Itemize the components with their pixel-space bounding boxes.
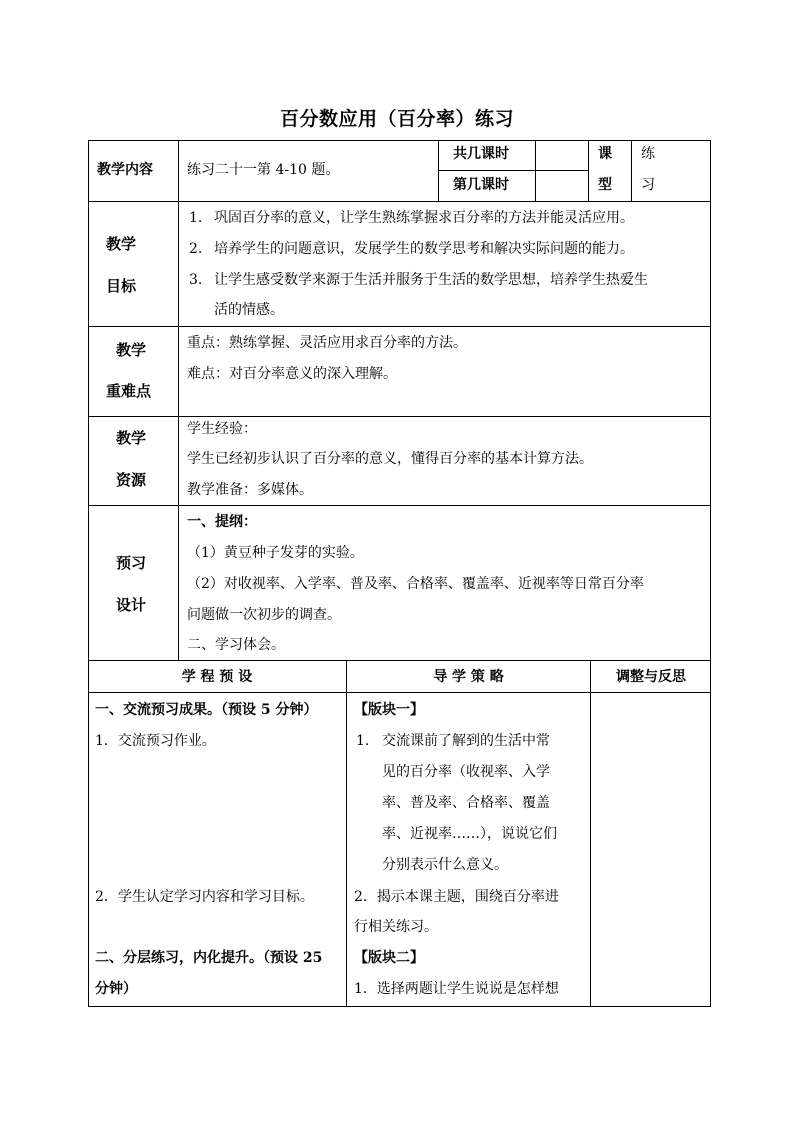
section-2-title-a: 二、分层练习，内化提升。（预设 25 [95,950,323,966]
key-difficulty: 难点：对百分率意义的深入理解。 [187,366,397,382]
strategy-1-line-2: 见的百分率（收视率、入学 [382,764,550,780]
resources-line-1: 学生经验： [187,421,257,437]
goal-3-number: 3. [189,272,203,288]
lesson-number-label: 第几课时 [453,177,509,193]
type-value-1: 练 [641,146,655,162]
strategy-1-line-4: 率、近视率……），说说它们 [382,826,557,842]
key-points-label-2: 重难点 [106,382,152,400]
preview-label-1: 预习 [116,554,147,572]
type-label-2: 型 [598,177,612,193]
section-1-item-1: 1．交流预习作业。 [95,733,216,749]
strategy-2-line-b: 行相关练习。 [354,919,438,935]
goal-2-text: 培养学生的问题意识，发展学生的数学思考和解决实际问题的能力。 [214,241,634,257]
section-1-title: 一、交流预习成果。（预设 5 分钟） [95,702,318,718]
content-value: 练习二十一第 4-10 题。 [187,162,340,178]
resources-line-3: 教学准备：多媒体。 [187,482,313,498]
strategy-1-line-5: 分别表示什么意义。 [382,857,508,873]
goals-label-1: 教学 [106,235,137,253]
section-2-title-b: 分钟） [95,981,137,997]
col-header-strategy: 导 学 策 略 [433,669,504,685]
key-points-label-1: 教学 [116,341,147,359]
col-header-process: 学 程 预 设 [181,669,253,685]
goal-3-text: 让学生感受数学来源于生活并服务于生活的数学思想，培养学生热爱生 [214,272,648,288]
total-lessons-label: 共几课时 [453,146,509,162]
col-header-reflection: 调整与反思 [616,669,686,685]
block-2-label: 【版块二】 [354,950,424,966]
resources-line-2: 学生已经初步认识了百分率的意义，懂得百分率的基本计算方法。 [187,451,593,467]
preview-item-2b: 问题做一次初步的调查。 [187,607,341,623]
strategy-1-line-3: 率、普及率、合格率、覆盖 [382,795,550,811]
resources-label-1: 教学 [116,429,147,447]
preview-item-3: 二、学习体会。 [187,637,285,653]
type-label-1: 课 [598,146,612,162]
goals-label-2: 目标 [106,277,137,295]
strategy-1-line-1: 交流课前了解到的生活中常 [382,733,550,749]
preview-item-1: （1）黄豆种子发芽的实验。 [187,545,364,561]
type-value-2: 习 [641,177,655,193]
key-focus: 重点：熟练掌握、灵活应用求百分率的方法。 [187,335,467,351]
preview-item-2a: （2）对收视率、入学率、普及率、合格率、覆盖率、近视率等日常百分率 [187,576,644,592]
block-1-label: 【版块一】 [354,702,424,718]
preview-label-2: 设计 [116,596,147,614]
goal-1-text: 巩固百分率的意义，让学生熟练掌握求百分率的方法并能灵活应用。 [214,210,634,226]
goal-3-continuation: 活的情感。 [214,302,284,318]
resources-label-2: 资源 [116,471,147,489]
goal-1-number: 1. [189,210,203,226]
strategy-2-line-a: 2．揭示本课主题，围绕百分率进 [354,889,559,905]
content-label: 教学内容 [97,162,153,178]
goal-2-number: 2. [189,241,203,257]
section-1-item-2: 2．学生认定学习内容和学习目标。 [95,889,314,905]
strategy-1-number: 1. [356,733,370,749]
preview-heading: 一、提纲： [187,514,257,530]
document-title: 百分数应用（百分率）练习 [279,108,514,130]
strategy-3-line: 1．选择两题让学生说说是怎样想 [354,981,559,997]
